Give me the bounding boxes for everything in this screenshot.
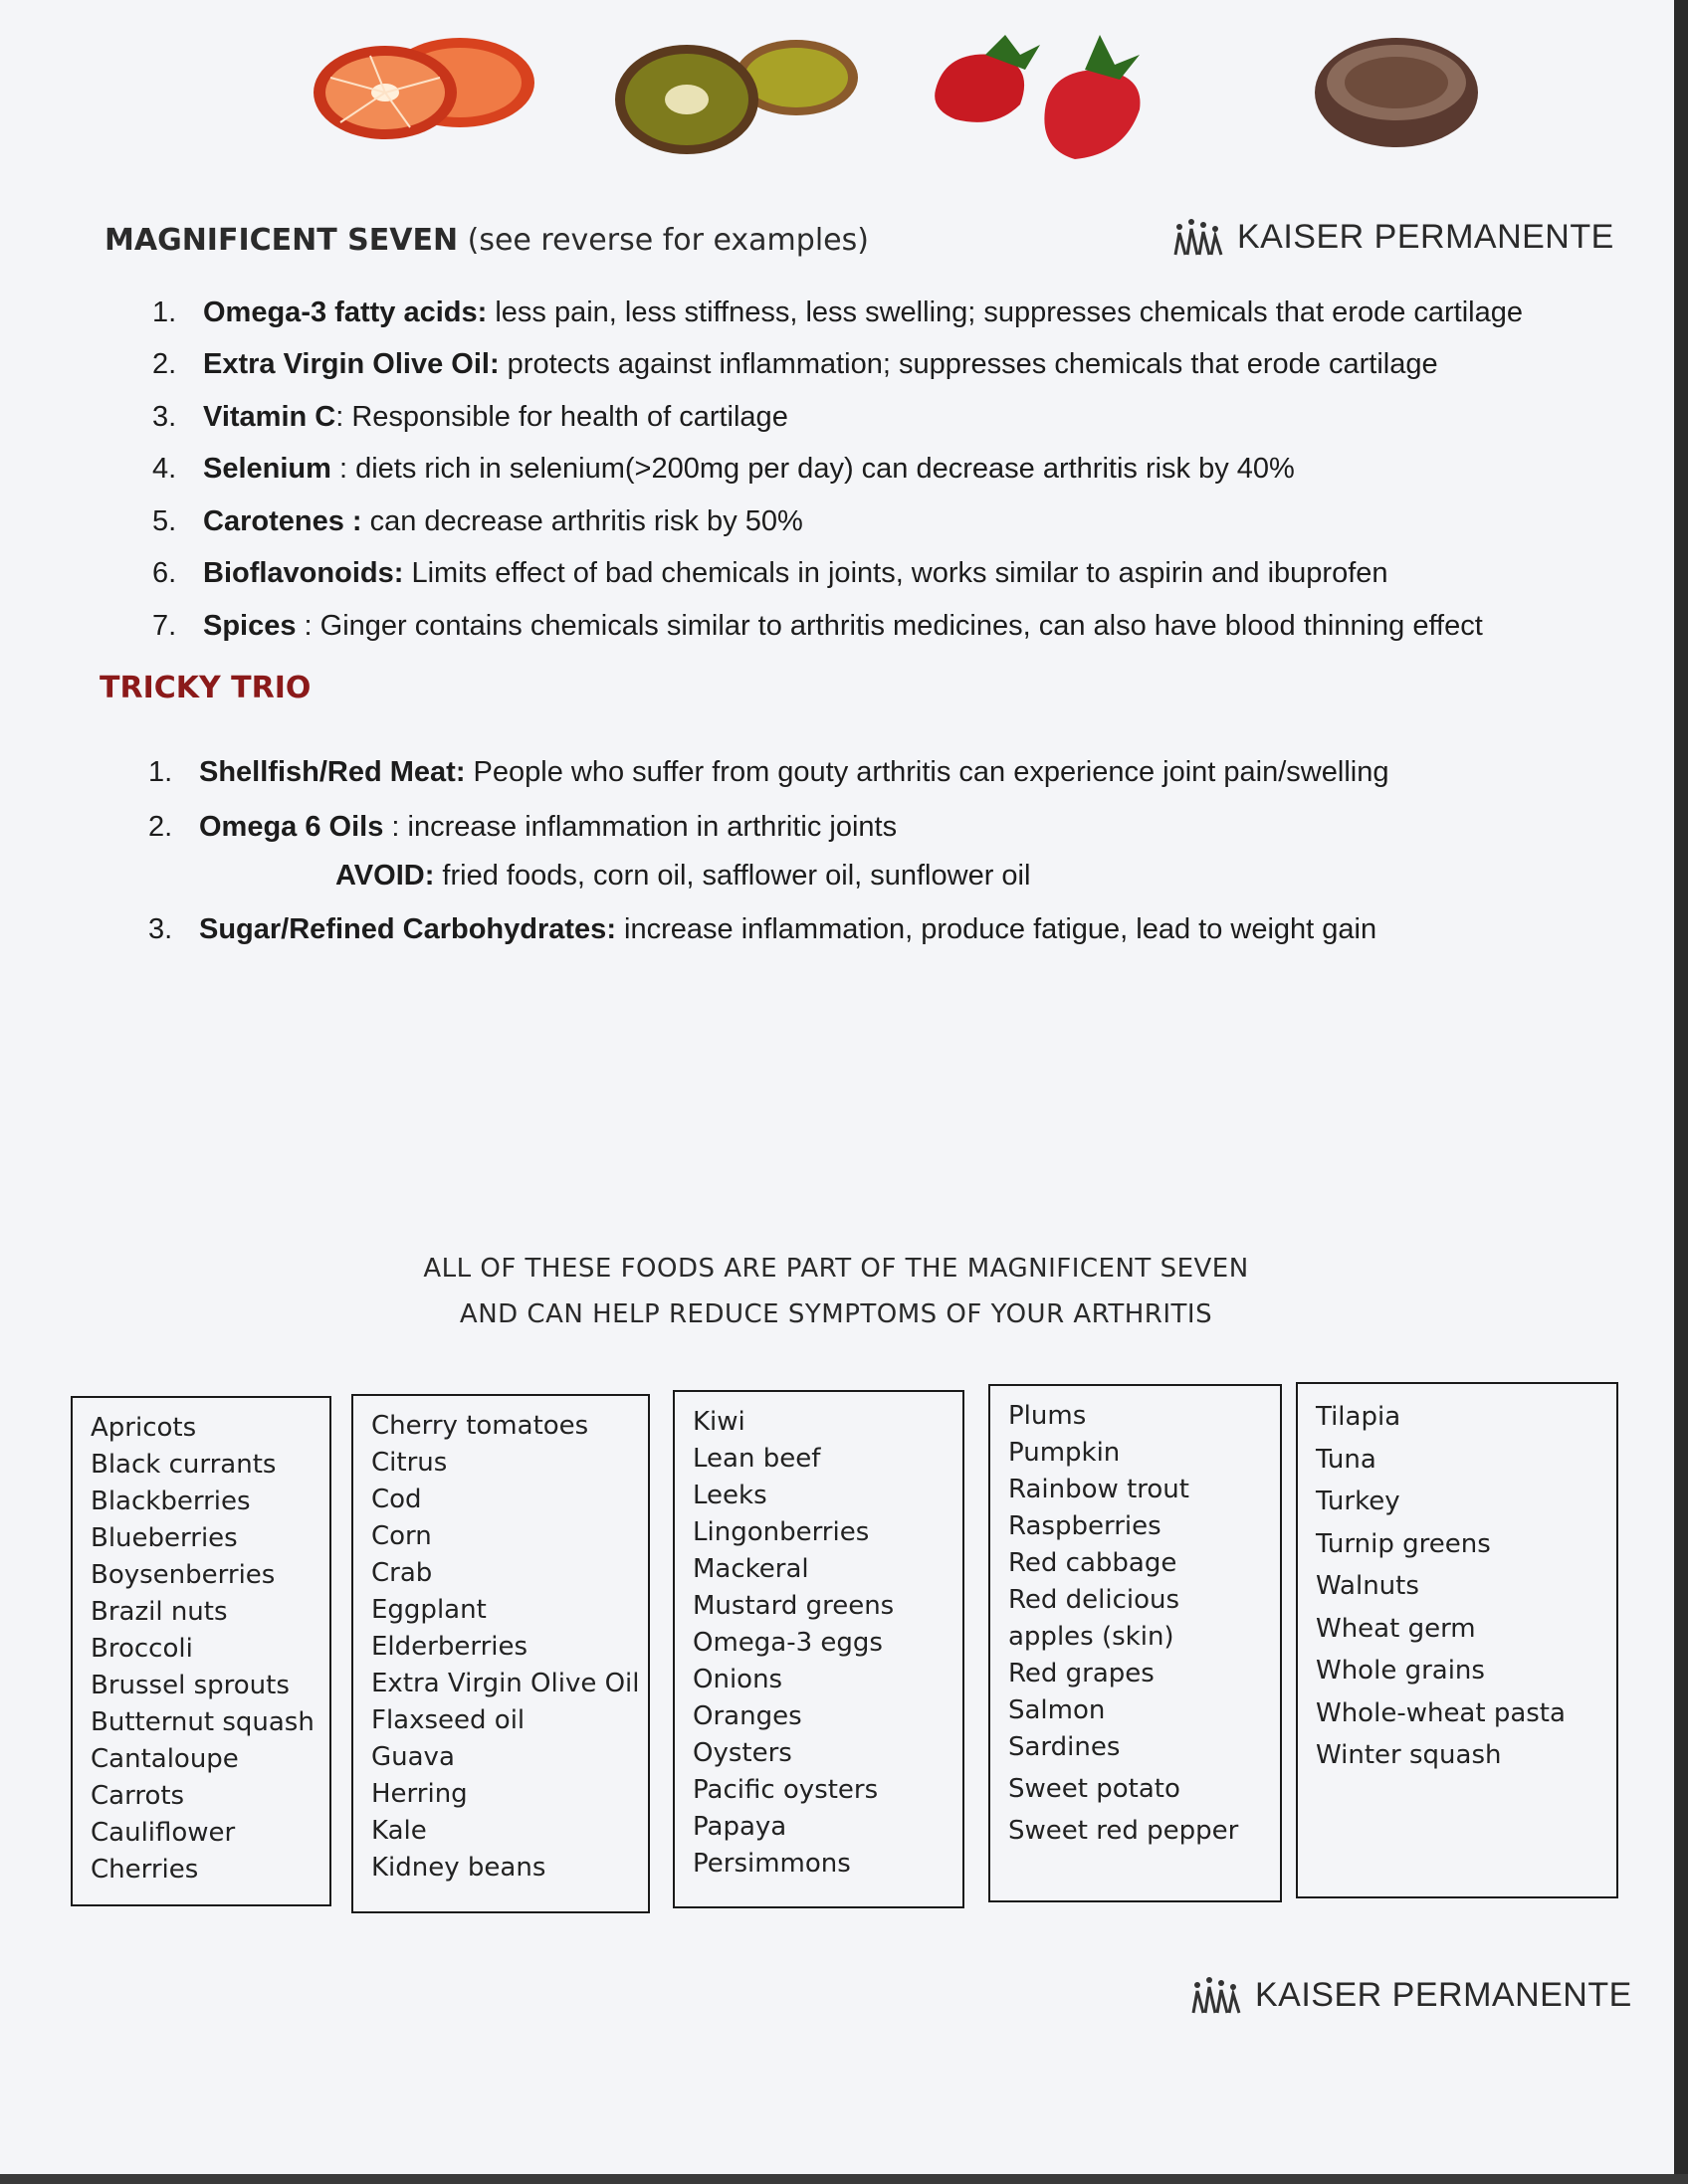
food-item: Mustard greens	[693, 1591, 895, 1621]
food-item: Crab	[371, 1558, 433, 1588]
food-item: Black currants	[91, 1450, 277, 1480]
food-item: Tuna	[1316, 1444, 1376, 1475]
food-item: Turkey	[1316, 1487, 1400, 1516]
food-item: Apricots	[91, 1413, 197, 1443]
food-item: Lean beef	[693, 1444, 821, 1474]
kaiser-permanente-logo	[1169, 217, 1614, 257]
food-item: Walnuts	[1316, 1571, 1419, 1601]
food-item: Cantaloupe	[91, 1744, 239, 1774]
orange-slice-image	[311, 38, 539, 142]
food-item: Mackeral	[693, 1554, 809, 1584]
food-item: apples (skin)	[1008, 1622, 1174, 1652]
food-item: Citrus	[371, 1448, 448, 1478]
food-item: Tilapia	[1316, 1402, 1401, 1432]
tricky-trio-title: TRICKY TRIO	[100, 671, 312, 705]
title-bold: MAGNIFICENT SEVEN	[105, 223, 459, 258]
kaiser-logo-icon	[1187, 1975, 1243, 2015]
food-item: Plums	[1008, 1401, 1087, 1431]
food-item: Extra Virgin Olive Oil	[371, 1669, 640, 1698]
food-item: Brussel sprouts	[91, 1671, 290, 1700]
food-item: Wheat germ	[1316, 1613, 1476, 1644]
food-item: Sweet potato	[1008, 1774, 1180, 1804]
food-item: Lingonberries	[693, 1517, 870, 1547]
food-item: Omega-3 eggs	[693, 1628, 883, 1658]
avoid-note: AVOID: fried foods, corn oil, safflower oil, sunflower oil	[335, 860, 1031, 892]
food-item: Butternut squash	[91, 1707, 315, 1737]
kaiser-permanente-logo-bottom	[1187, 1975, 1632, 2015]
strawberries-image	[926, 30, 1194, 164]
food-item: Cherries	[91, 1855, 199, 1885]
food-item: Guava	[371, 1742, 455, 1772]
food-item: Oysters	[693, 1738, 792, 1768]
food-item: Boysenberries	[91, 1560, 276, 1590]
food-item: Blackberries	[91, 1487, 251, 1516]
logo-text: KAISER PERMANENTE	[1237, 217, 1614, 256]
food-item: Carrots	[91, 1781, 185, 1811]
passion-fruit-image	[1309, 38, 1483, 152]
title-rest: (see reverse for examples)	[458, 223, 869, 258]
food-item: Elderberries	[371, 1632, 528, 1662]
food-list-box-3	[673, 1390, 964, 1908]
food-item: Corn	[371, 1521, 432, 1551]
food-item: Papaya	[693, 1812, 787, 1842]
food-item: Raspberries	[1008, 1511, 1161, 1541]
foods-heading-line-1: ALL OF THESE FOODS ARE PART OF THE MAGNIFICENT SEVEN	[423, 1254, 1249, 1284]
food-item: Leeks	[693, 1481, 767, 1510]
food-item: Onions	[693, 1665, 783, 1694]
scan-edge-bottom	[0, 2174, 1688, 2184]
logo-text: KAISER PERMANENTE	[1255, 1975, 1632, 2014]
food-item: Cauliflower	[91, 1818, 236, 1848]
food-item: Persimmons	[693, 1849, 851, 1879]
food-list-box-1	[71, 1396, 331, 1906]
food-item: Pumpkin	[1008, 1438, 1121, 1468]
food-item: Kale	[371, 1816, 427, 1846]
food-item: Herring	[371, 1779, 468, 1809]
food-item: Eggplant	[371, 1595, 487, 1625]
food-item: Flaxseed oil	[371, 1705, 526, 1735]
food-item: Kiwi	[693, 1407, 745, 1437]
food-item: Cherry tomatoes	[371, 1411, 589, 1441]
kiwi-image	[607, 38, 861, 157]
food-list-box-5	[1296, 1382, 1618, 1898]
food-item: Oranges	[693, 1701, 802, 1731]
food-item: Sweet red pepper	[1008, 1816, 1239, 1846]
scan-edge-right	[1674, 0, 1688, 2184]
kaiser-logo-icon	[1169, 217, 1225, 257]
food-item: Pacific oysters	[693, 1775, 879, 1805]
food-list-box-2	[351, 1394, 650, 1913]
magnificent-seven-title	[105, 223, 869, 258]
food-item: Whole grains	[1316, 1656, 1485, 1686]
food-item: Red cabbage	[1008, 1548, 1177, 1578]
food-item: Sardines	[1008, 1732, 1121, 1762]
food-item: Red grapes	[1008, 1659, 1155, 1688]
food-item: Whole-wheat pasta	[1316, 1697, 1566, 1728]
food-item: Winter squash	[1316, 1740, 1502, 1770]
food-list-box-4	[988, 1384, 1282, 1902]
food-item: Brazil nuts	[91, 1597, 228, 1627]
food-item: Blueberries	[91, 1523, 238, 1553]
food-item: Cod	[371, 1485, 422, 1514]
foods-heading-line-2: AND CAN HELP REDUCE SYMPTOMS OF YOUR ARTHRITIS	[459, 1299, 1213, 1329]
food-item: Kidney beans	[371, 1853, 546, 1883]
food-item: Rainbow trout	[1008, 1475, 1189, 1504]
food-item: Turnip greens	[1316, 1528, 1491, 1559]
food-item: Salmon	[1008, 1695, 1106, 1725]
food-item: Broccoli	[91, 1634, 193, 1664]
food-item: Red delicious	[1008, 1585, 1180, 1615]
